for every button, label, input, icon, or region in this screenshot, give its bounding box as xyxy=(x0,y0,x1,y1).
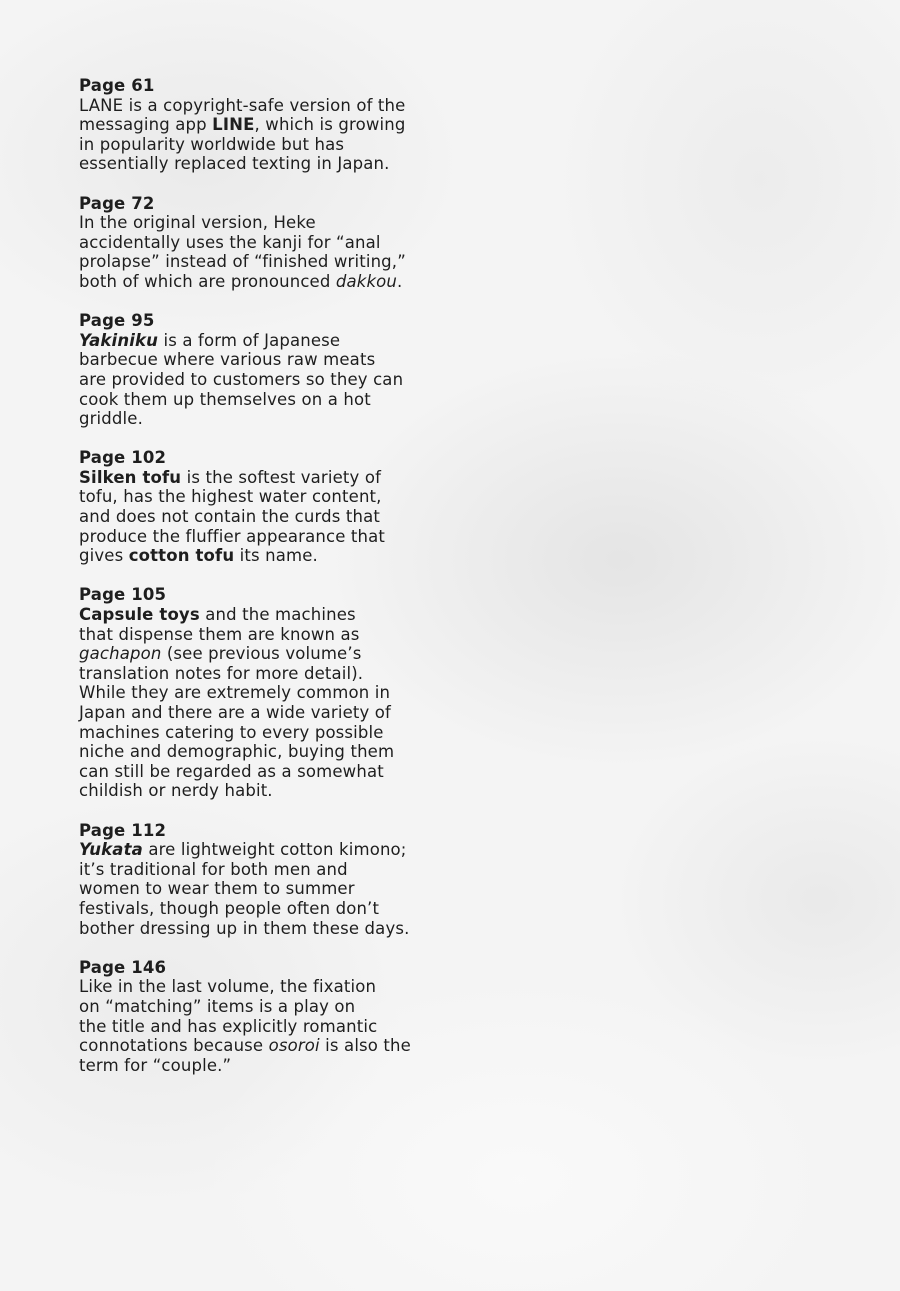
text-run: (see previous volume’s xyxy=(161,644,362,664)
note-page-72 xyxy=(79,194,449,292)
text-run: cook them up themselves on a hot xyxy=(79,389,371,409)
note-line xyxy=(79,252,449,272)
text-run: tofu, has the highest water content, xyxy=(79,487,382,507)
note-page-112 xyxy=(79,821,449,939)
text-run: is the softest variety of xyxy=(181,467,382,487)
note-line xyxy=(79,546,449,566)
text-run: festivals, though people often don’t xyxy=(79,898,380,918)
note-line xyxy=(79,135,449,155)
note-body xyxy=(79,468,449,566)
note-line xyxy=(79,115,449,135)
text-run: it’s traditional for both men and xyxy=(79,859,348,879)
note-line xyxy=(79,487,449,507)
text-run: its name. xyxy=(234,546,318,566)
text-run: barbecue where various raw meats xyxy=(79,350,376,370)
note-line xyxy=(79,762,449,782)
italic-term: dakkou xyxy=(335,271,398,291)
text-run: . xyxy=(397,271,403,291)
note-line xyxy=(79,272,449,292)
note-line xyxy=(79,1056,449,1076)
text-run: is also the xyxy=(319,1036,411,1056)
note-line xyxy=(79,899,449,919)
note-line xyxy=(79,527,449,547)
note-heading: Page 102 xyxy=(79,448,167,468)
note-line xyxy=(79,370,449,390)
note-body xyxy=(79,840,449,938)
note-page-61 xyxy=(79,76,449,174)
italic-term: osoroi xyxy=(268,1036,320,1056)
text-run: is a form of Japanese xyxy=(158,330,341,350)
text-run: Like in the last volume, the fixation xyxy=(79,977,377,997)
note-line xyxy=(79,1017,449,1037)
text-run: In the original version, Heke xyxy=(79,213,316,233)
note-body xyxy=(79,605,449,801)
note-line xyxy=(79,781,449,801)
note-line xyxy=(79,213,449,233)
note-line xyxy=(79,742,449,762)
bold-italic-term: Yakiniku xyxy=(79,330,159,350)
text-run: Japan and there are a wide variety of xyxy=(79,703,392,722)
text-run: messaging app xyxy=(79,115,213,135)
note-page-95 xyxy=(79,311,449,429)
text-run: translation notes for more detail). xyxy=(79,663,364,683)
note-line xyxy=(79,154,449,174)
note-body xyxy=(79,977,449,1075)
text-run: in popularity worldwide but has xyxy=(79,134,345,154)
text-run: term for “couple.” xyxy=(79,1055,232,1075)
note-heading: Page 146 xyxy=(79,957,167,977)
note-line xyxy=(79,409,449,429)
note-heading: Page 112 xyxy=(79,820,167,840)
note-line xyxy=(79,997,449,1017)
note-line xyxy=(79,350,449,370)
note-body xyxy=(79,213,449,291)
text-run: machines catering to every possible xyxy=(79,722,384,742)
text-run: and the machines xyxy=(199,605,356,625)
text-run: produce the fluffier appearance that xyxy=(79,526,385,546)
text-run: childish or nerdy habit. xyxy=(79,781,273,801)
note-line xyxy=(79,919,449,939)
translation-notes xyxy=(79,76,449,1095)
note-body xyxy=(79,96,449,174)
note-line xyxy=(79,840,449,860)
text-run: connotations because xyxy=(79,1036,269,1056)
text-run: LANE is a copyright-safe version of the xyxy=(79,95,406,115)
text-run: women to wear them to summer xyxy=(79,879,355,899)
text-run: niche and demographic, buying them xyxy=(79,742,395,762)
text-run: essentially replaced texting in Japan. xyxy=(79,154,390,174)
bold-term: Capsule toys xyxy=(79,605,200,625)
bold-term: cotton tofu xyxy=(128,546,235,566)
note-line xyxy=(79,605,449,625)
note-page-146 xyxy=(79,958,449,1076)
note-line xyxy=(79,331,449,351)
note-page-102 xyxy=(79,448,449,566)
note-heading: Page 72 xyxy=(79,193,155,213)
text-run: accidentally uses the kanji for “anal xyxy=(79,232,381,252)
text-run: that dispense them are known as xyxy=(79,624,360,644)
note-body xyxy=(79,331,449,429)
note-line xyxy=(79,879,449,899)
italic-term: gachapon xyxy=(79,644,162,664)
note-line xyxy=(79,977,449,997)
note-page-105 xyxy=(79,585,449,801)
text-run: the title and has explicitly romantic xyxy=(79,1016,378,1036)
text-run: and does not contain the curds that xyxy=(79,507,381,527)
text-run: can still be regarded as a somewhat xyxy=(79,761,384,781)
note-line xyxy=(79,644,449,664)
note-line xyxy=(79,468,449,488)
note-line xyxy=(79,1036,449,1056)
text-run: bother dressing up in them these days. xyxy=(79,918,410,938)
note-line xyxy=(79,703,449,723)
bold-term: LINE xyxy=(212,115,255,135)
text-run: prolapse” instead of “finished writing,” xyxy=(79,252,406,272)
note-line xyxy=(79,723,449,743)
text-run: griddle. xyxy=(79,409,143,429)
note-line xyxy=(79,625,449,645)
text-run: are lightweight cotton kimono; xyxy=(142,840,407,860)
text-run: on “matching” items is a play on xyxy=(79,996,356,1016)
note-line xyxy=(79,860,449,880)
text-run: gives xyxy=(79,546,129,566)
note-heading: Page 61 xyxy=(79,76,155,95)
note-line xyxy=(79,683,449,703)
note-line xyxy=(79,96,449,116)
note-line xyxy=(79,507,449,527)
note-heading: Page 105 xyxy=(79,585,167,605)
note-line xyxy=(79,233,449,253)
text-run: both of which are pronounced xyxy=(79,271,336,291)
note-line xyxy=(79,664,449,684)
bold-italic-term: Yukata xyxy=(79,840,143,860)
text-run: , which is growing xyxy=(254,115,406,135)
bold-term: Silken tofu xyxy=(79,467,182,487)
note-line xyxy=(79,390,449,410)
text-run: are provided to customers so they can xyxy=(79,369,404,389)
note-heading: Page 95 xyxy=(79,311,155,331)
text-run: While they are extremely common in xyxy=(79,683,391,703)
